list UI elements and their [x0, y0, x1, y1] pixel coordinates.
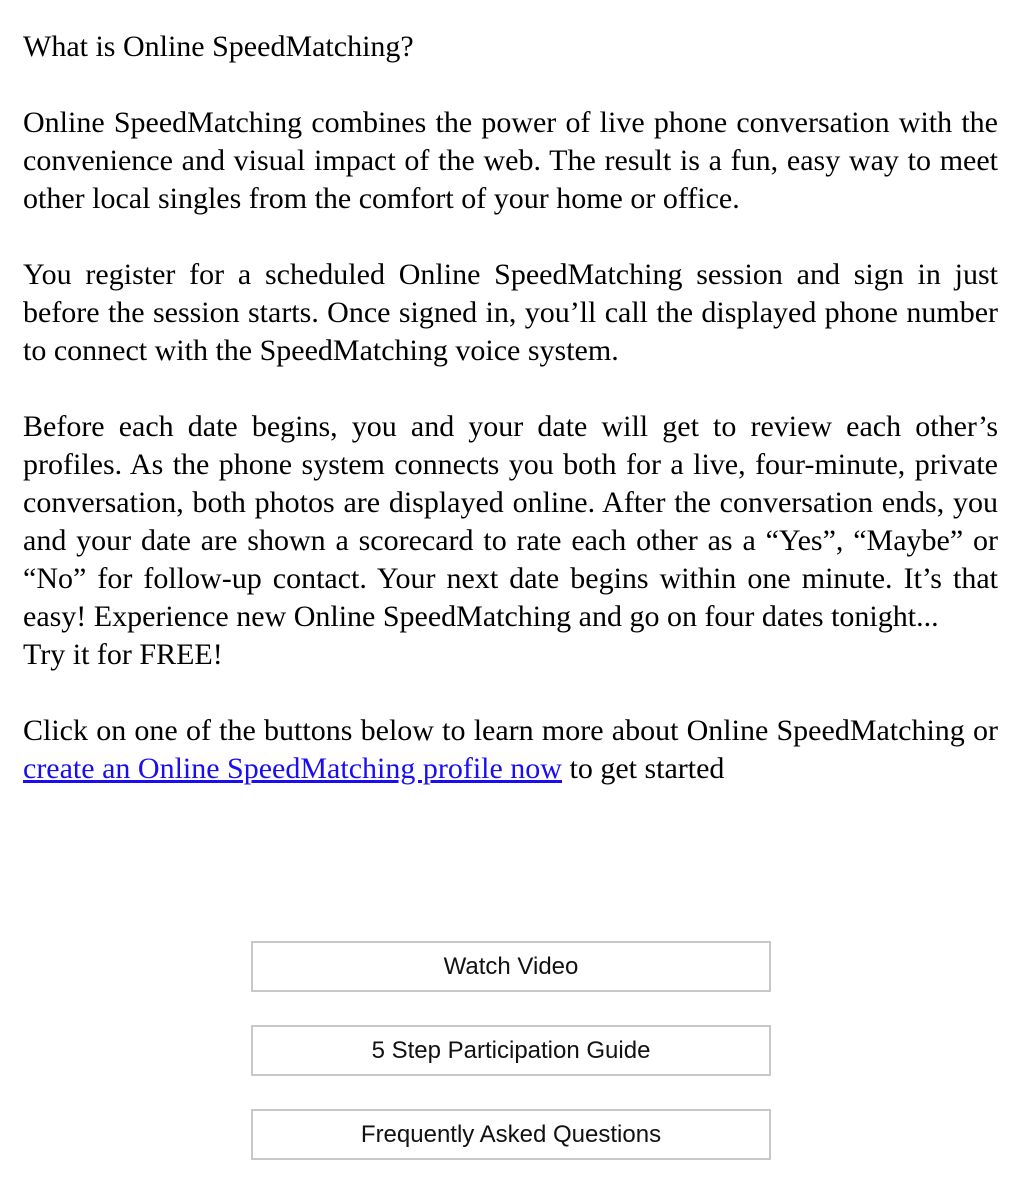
article-content	[23, 28, 998, 788]
intro-paragraph: Online SpeedMatching combines the power of live phone conversation with the convenience and visual impact of the web. The result is a fun, easy way to meet other local singles from the comfort of your home or office.	[23, 106, 998, 215]
participation-guide-button[interactable]: 5 Step Participation Guide	[251, 1025, 771, 1076]
how-it-works-text: Before each date begins, you and your date will get to review each other’s profiles. As the phone system connects you both for a live, four-minute, private conversation, both photos are displayed online. After the conversation ends, you and your date are shown a scorecard to rate each other as a “Yes”, “Maybe” or “No” for follow-up contact. Your next date begins within one minute. It’s that easy! Experience new Online SpeedMatching and go on four dates tonight...	[23, 410, 998, 633]
cta-text-after: to get started	[569, 752, 725, 785]
registration-paragraph: You register for a scheduled Online SpeedMatching session and sign in just before the session starts. Once signed in, you’ll call the displayed phone number to connect with the SpeedMatching voice system.	[23, 258, 998, 367]
how-it-works-paragraph	[23, 408, 998, 674]
free-trial-text: Try it for FREE!	[23, 638, 223, 671]
watch-video-button[interactable]: Watch Video	[251, 941, 771, 992]
page-title: What is Online SpeedMatching?	[23, 30, 414, 63]
create-profile-link[interactable]: create an Online SpeedMatching profile now	[23, 752, 562, 785]
call-to-action-paragraph	[23, 712, 998, 788]
faq-button[interactable]: Frequently Asked Questions	[251, 1109, 771, 1160]
cta-text-before: Click on one of the buttons below to learn more about Online SpeedMatching or	[23, 714, 998, 747]
info-buttons	[251, 941, 771, 1193]
